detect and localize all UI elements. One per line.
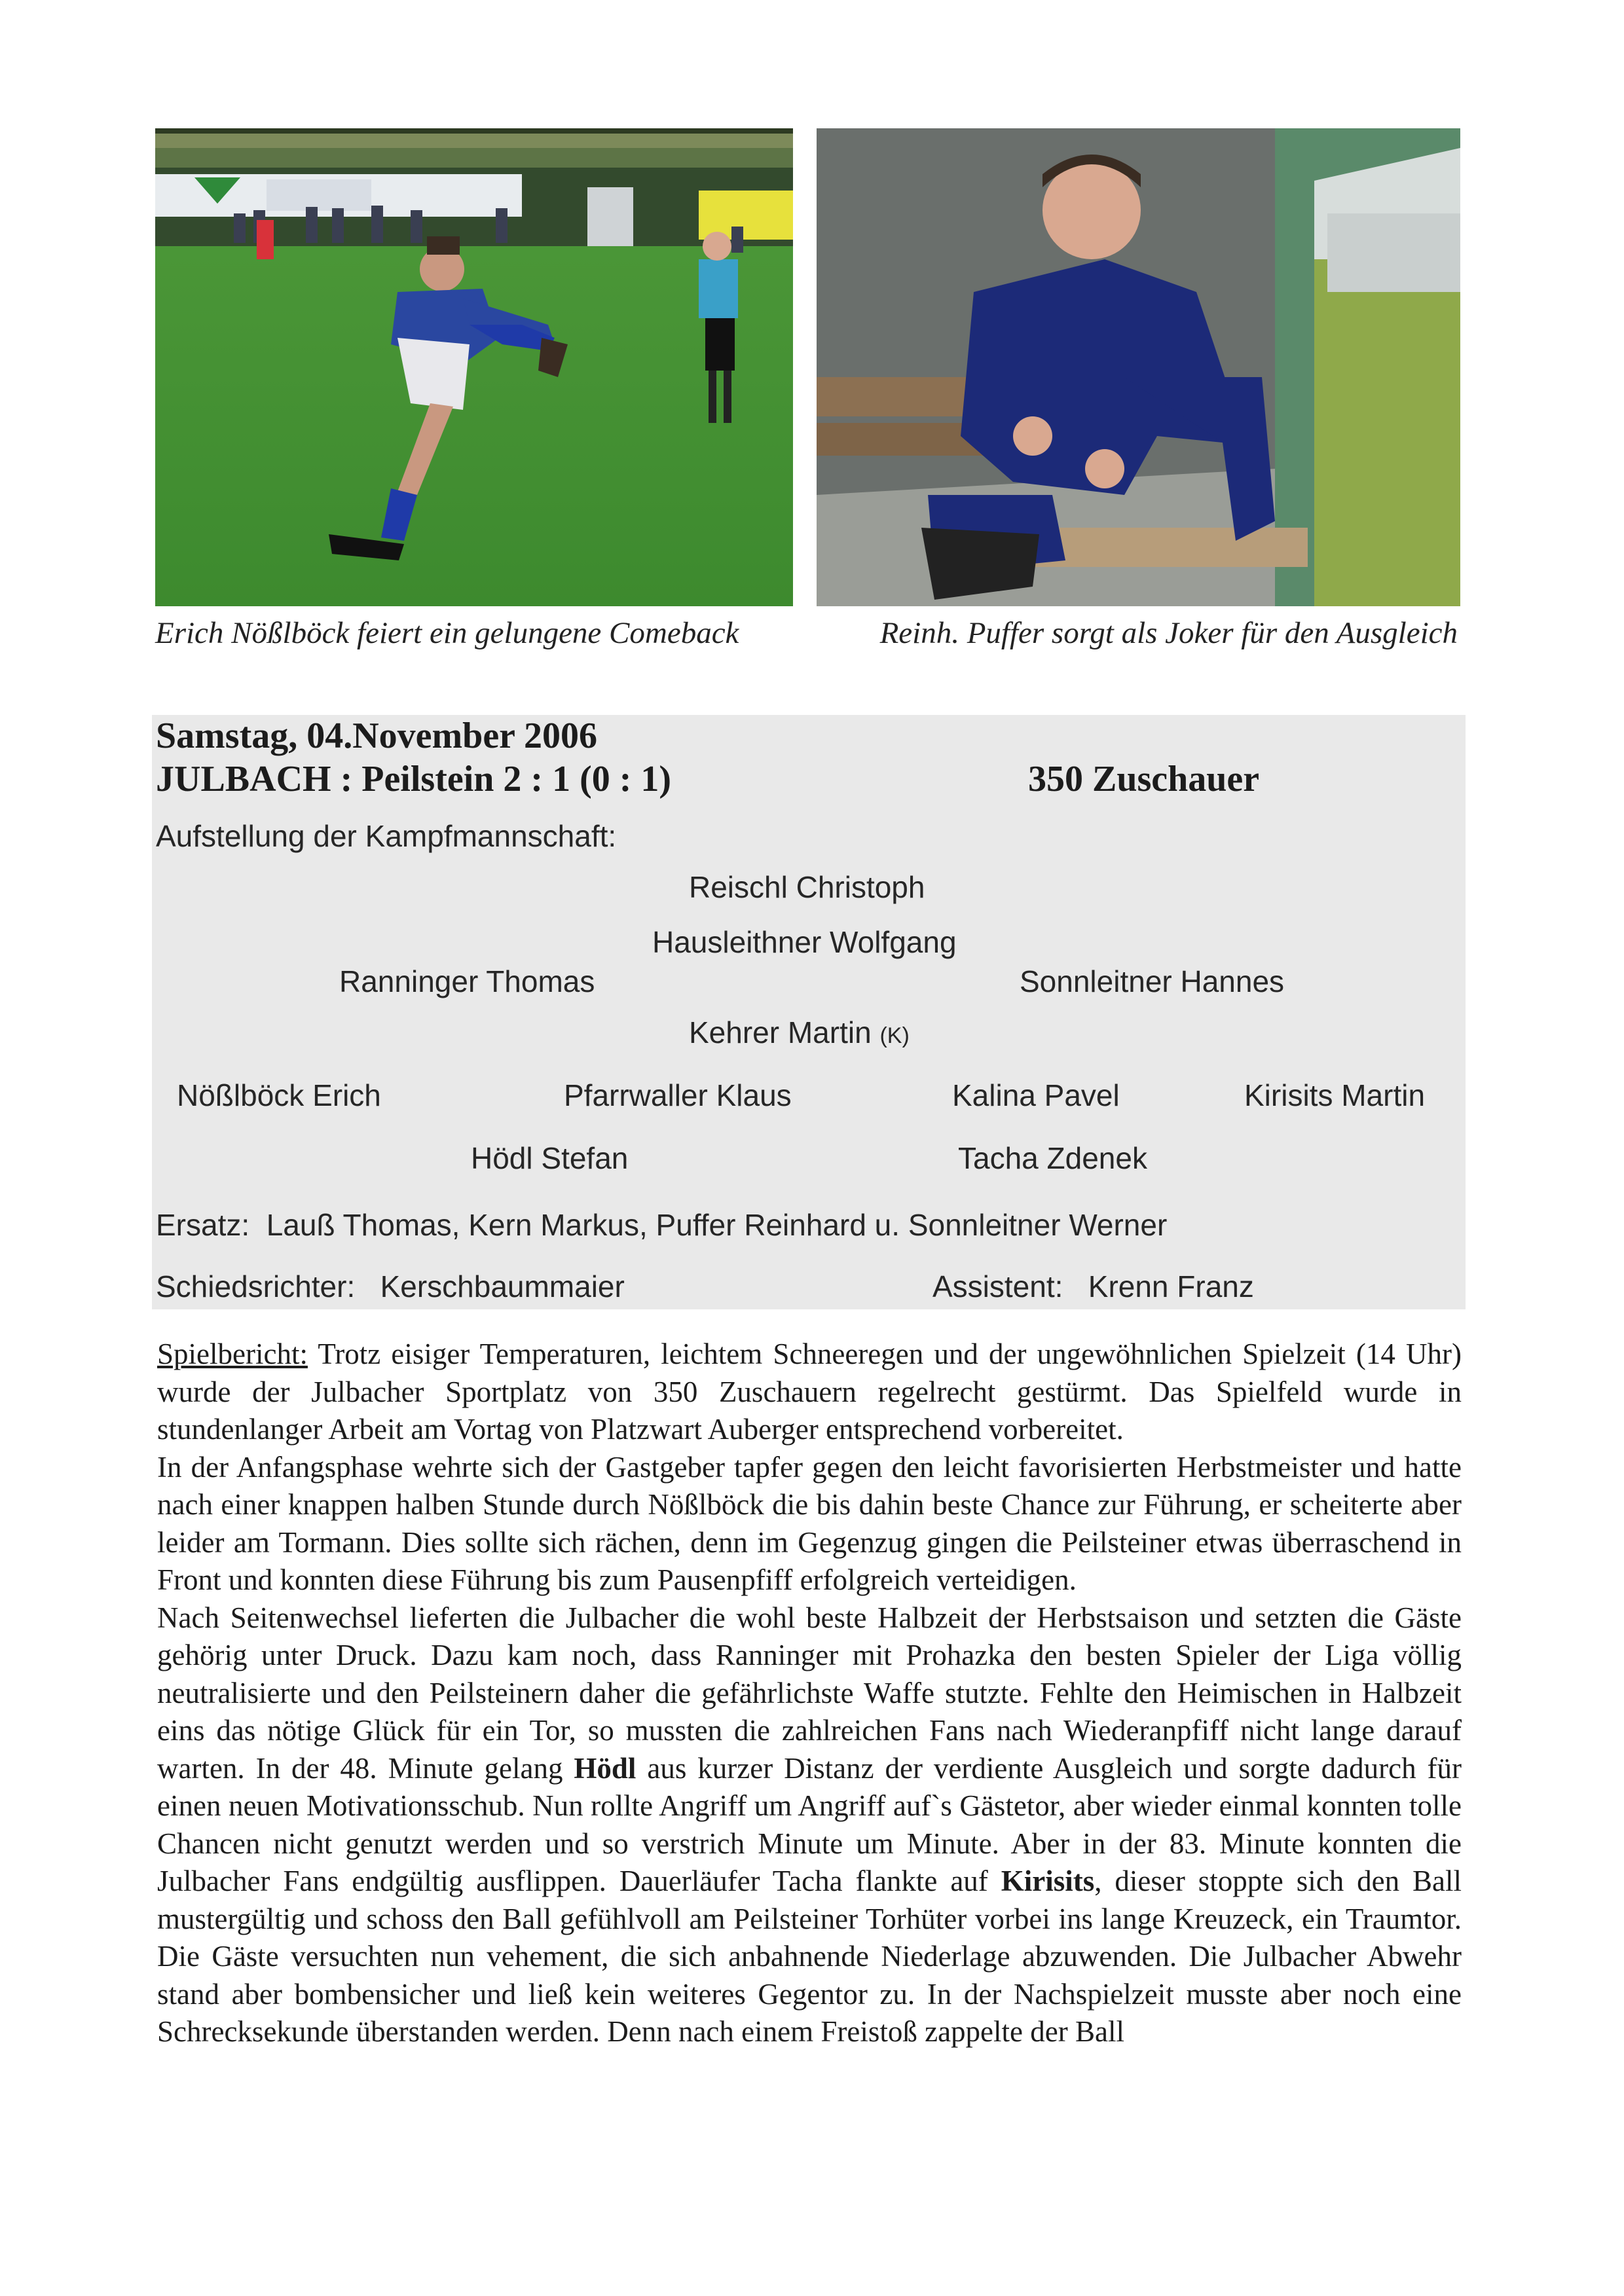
player-libero: Hausleithner Wolfgang [652,925,957,959]
match-info-box [152,715,1466,1309]
match-report [157,1336,1462,2051]
match-result: JULBACH : Peilstein 2 : 1 (0 : 1) [156,759,672,799]
referee-name: Kerschbaummaier [380,1269,625,1303]
player-goalkeeper: Reischl Christoph [689,870,925,904]
assistant-referee [932,1269,1254,1304]
report-paragraph-1: Spielbericht: Trotz eisiger Temperaturen, leichtem Schneeregen und der ungewöhnlichen Spielzeit (14 Uhr) wurde der Julbacher Sportplatz von 350 Zuschauern regelrecht gestürmt. Das Spielfeld wurde in stundenlanger Arbeit am Vortag von Platzwart Auberger entsprechend vorbereitet. [157,1338,1462,1446]
photo-player-kicking [155,128,793,606]
assistant-name: Krenn Franz [1088,1269,1254,1303]
player-midfield-1: Nößlböck Erich [177,1078,381,1112]
report-paragraph-2: In der Anfangsphase wehrte sich der Gastgeber tapfer gegen den leicht favorisierten Herbstmeister und hatte nach einer knappen halben Stunde durch Nößlböck die bis dahin beste Chance zur Führung, er scheiterte aber leider am Tormann. Dies sollte sich rächen, denn im Gegenzug gingen die Peilsteiner etwas überraschend in Front und konnten diese Führung bis zum Pausenpfiff erfolgreich verteidigen. [157,1450,1462,1596]
player-defender-left: Ranninger Thomas [339,964,595,998]
player-forward-left: Hödl Stefan [471,1141,629,1175]
match-date: Samstag, 04.November 2006 [156,716,598,756]
report-label: Spielbericht: [157,1338,308,1370]
photo-caption-left: Erich Nößlböck feiert ein gelungene Comeback [155,616,739,650]
player-midfield-3: Kalina Pavel [952,1078,1120,1112]
photo-player-on-bench [817,128,1460,606]
substitutes-label: Ersatz: [156,1208,250,1242]
report-paragraph-3: Nach Seitenwechsel lieferten die Julbacher die wohl beste Halbzeit der Herbstsaison und setzten die Gäste gehörig unter Druck. Dazu kam noch, dass Ranninger mit Prohazka den besten Spieler der Liga völlig neutralisierte und den Peilsteinern daher die gefährlichste Waffe stutzte. Fehlte den Heimischen in Halbzeit eins das nötige Glück für ein Tor, so mussten die zahlreichen Fans nach Wiederanpfiff nicht lange darauf warten. In der 48. Minute gelang Hödl aus kurzer Distanz der verdiente Ausgleich und sorgte dadurch für einen neuen Motivationsschub. Nun rollte Angriff um Angriff auf`s Gästetor, aber wieder einmal konnten tolle Chancen nicht genutzt werden und so verstrich Minute um Minute. Aber in der 83. Minute konnten die Julbacher Fans endgültig ausflippen. Dauerläufer Tacha flankte auf Kirisits, dieser stoppte sich den Ball mustergültig und schoss den Ball gefühlvoll am Peilsteiner Torhüter vorbei ins lange Kreuzeck, ein Traumtor. Die Gäste versuchten nun vehement, die sich anbahnende Niederlage abzuwenden. Die Julbacher Abwehr stand aber bombensicher und ließ kein weiteres Gegentor zu. In der Nachspielzeit musste aber noch eine Schrecksekunde überstanden werden. Denn nach einem Freistoß zappelte der Ball [157,1601,1462,2048]
player-forward-right: Tacha Zdenek [958,1141,1147,1175]
referee [156,1269,625,1304]
referee-label: Schiedsrichter: [156,1269,356,1303]
lineup-heading: Aufstellung der Kampfmannschaft: [156,819,617,853]
assistant-label: Assistent: [932,1269,1063,1303]
player-midfield-4: Kirisits Martin [1244,1078,1426,1112]
player-defender-right: Sonnleitner Hannes [1020,964,1285,998]
spectator-count: 350 Zuschauer [1028,759,1260,799]
scorer-kirisits: Kirisits [1001,1865,1095,1897]
player-captain-name: Kehrer Martin [689,1015,872,1049]
photo-caption-right: Reinh. Puffer sorgt als Joker für den Ausgleich [879,616,1458,650]
substitutes [156,1207,1167,1243]
substitutes-list: Lauß Thomas, Kern Markus, Puffer Reinhard u. Sonnleitner Werner [266,1208,1168,1242]
player-midfield-2: Pfarrwaller Klaus [564,1078,792,1112]
scorer-hoedl: Hödl [574,1751,637,1785]
captain-mark: (K) [879,1023,910,1048]
player-captain [689,1015,910,1050]
